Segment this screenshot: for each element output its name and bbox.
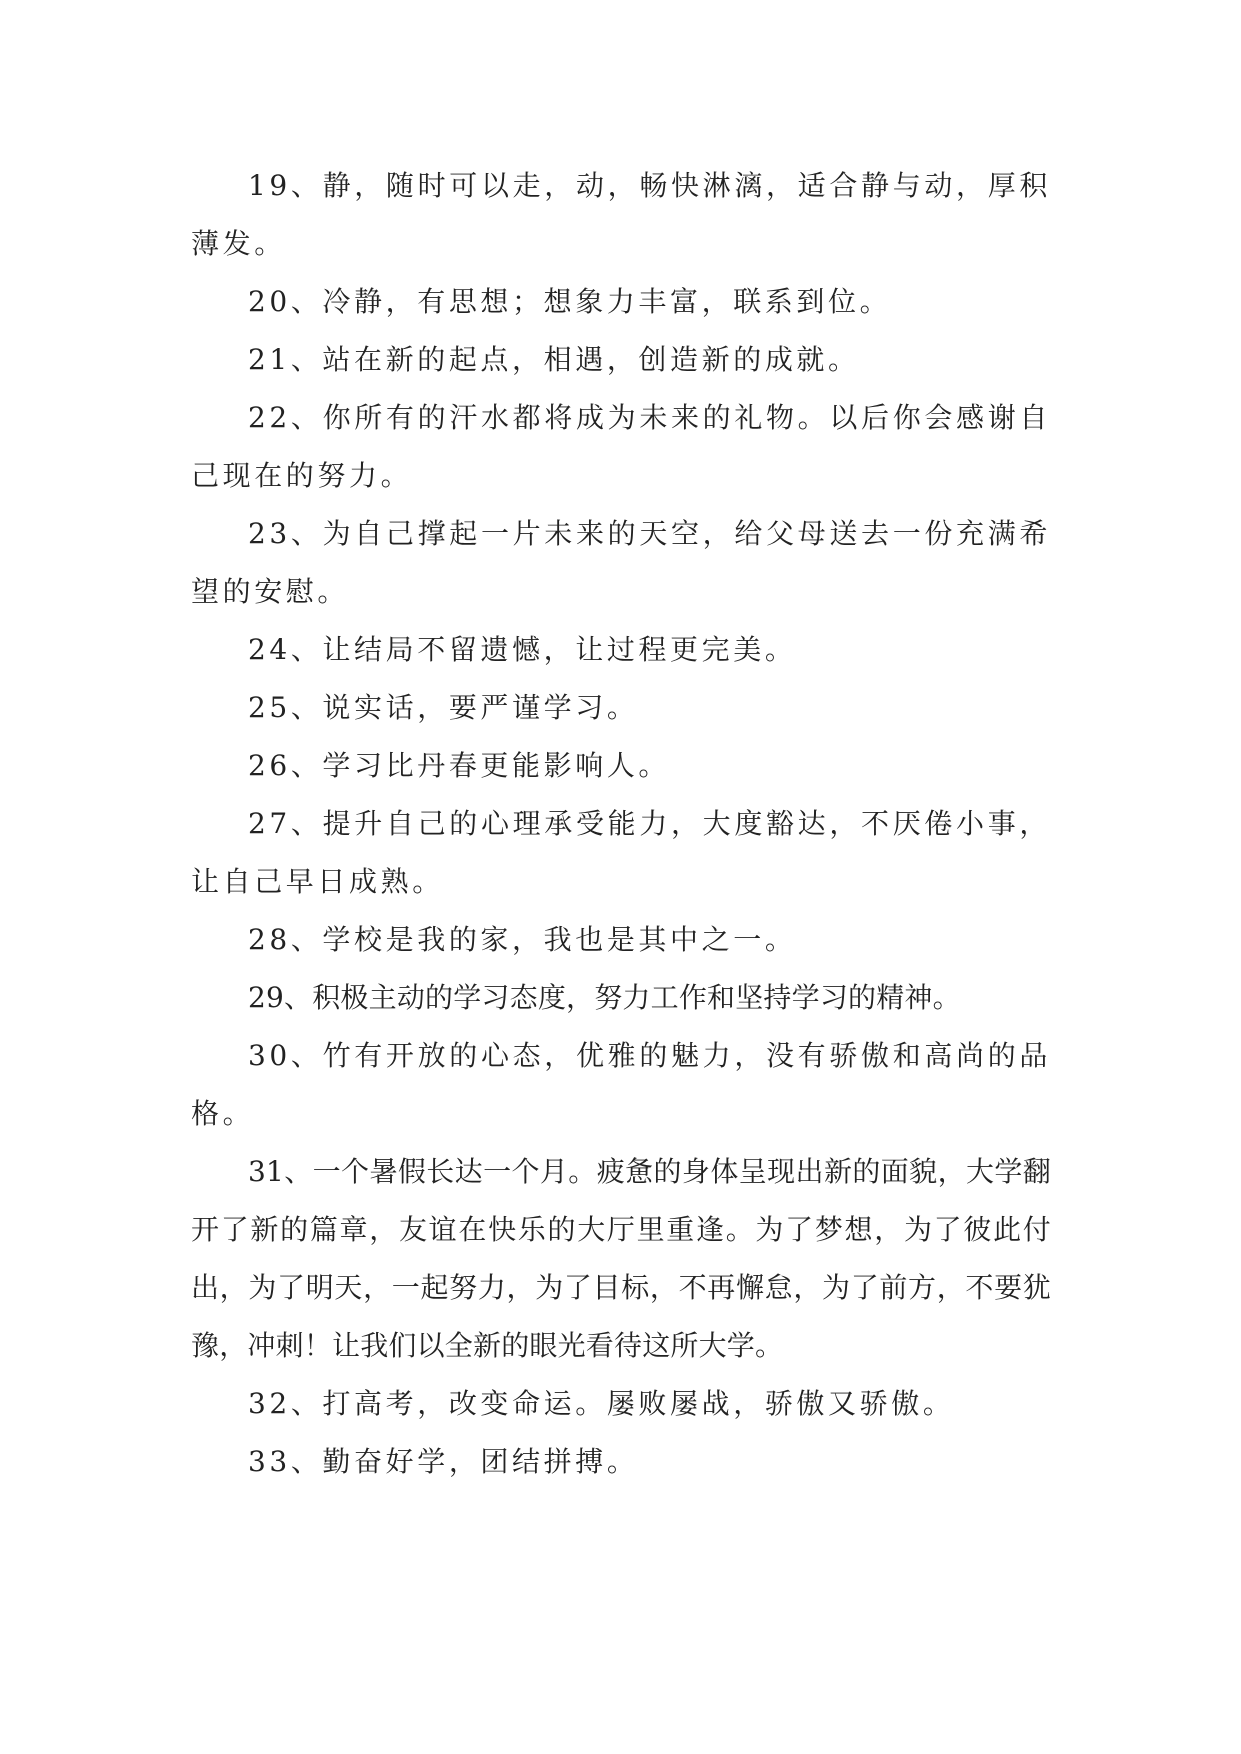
paragraph-22: 22、你所有的汗水都将成为未来的礼物。以后你会感谢自己现在的努力。 — [191, 401, 1051, 492]
paragraph-28: 28、学校是我的家，我也是其中之一。 — [248, 923, 797, 956]
paragraph-31: 31、一个暑假长达一个月。疲惫的身体呈现出新的面貌，大学翻开了新的篇章，友谊在快乐的大厅里重逢。为了梦想，为了彼此付出，为了明天，一起努力，为了目标，不再懈怠，为了前方，不要犹豫，冲刺！让我们以全新的眼光看待这所大学。 — [191, 1155, 1051, 1362]
paragraph-30: 30、竹有开放的心态，优雅的魅力，没有骄傲和高尚的品格。 — [191, 1039, 1051, 1130]
paragraph-20: 20、冷静，有思想；想象力丰富，联系到位。 — [248, 285, 892, 318]
document-body — [191, 157, 1051, 1491]
paragraph-27: 27、提升自己的心理承受能力，大度豁达，不厌倦小事，让自己早日成熟。 — [191, 807, 1051, 898]
paragraph-19: 19、静，随时可以走，动，畅快淋漓，适合静与动，厚积薄发。 — [191, 169, 1051, 260]
paragraph-23: 23、为自己撑起一片未来的天空，给父母送去一份充满希望的安慰。 — [191, 517, 1051, 608]
paragraph-32: 32、打高考，改变命运。屡败屡战，骄傲又骄傲。 — [248, 1387, 955, 1420]
paragraph-21: 21、站在新的起点，相遇，创造新的成就。 — [248, 343, 860, 376]
paragraph-26: 26、学习比丹春更能影响人。 — [248, 749, 671, 782]
paragraph-33: 33、勤奋好学，团结拼搏。 — [248, 1445, 639, 1478]
paragraph-25: 25、说实话，要严谨学习。 — [248, 691, 639, 724]
paragraph-29: 29、积极主动的学习态度，努力工作和坚持学习的精神。 — [248, 981, 961, 1014]
paragraph-24: 24、让结局不留遗憾，让过程更完美。 — [248, 633, 797, 666]
